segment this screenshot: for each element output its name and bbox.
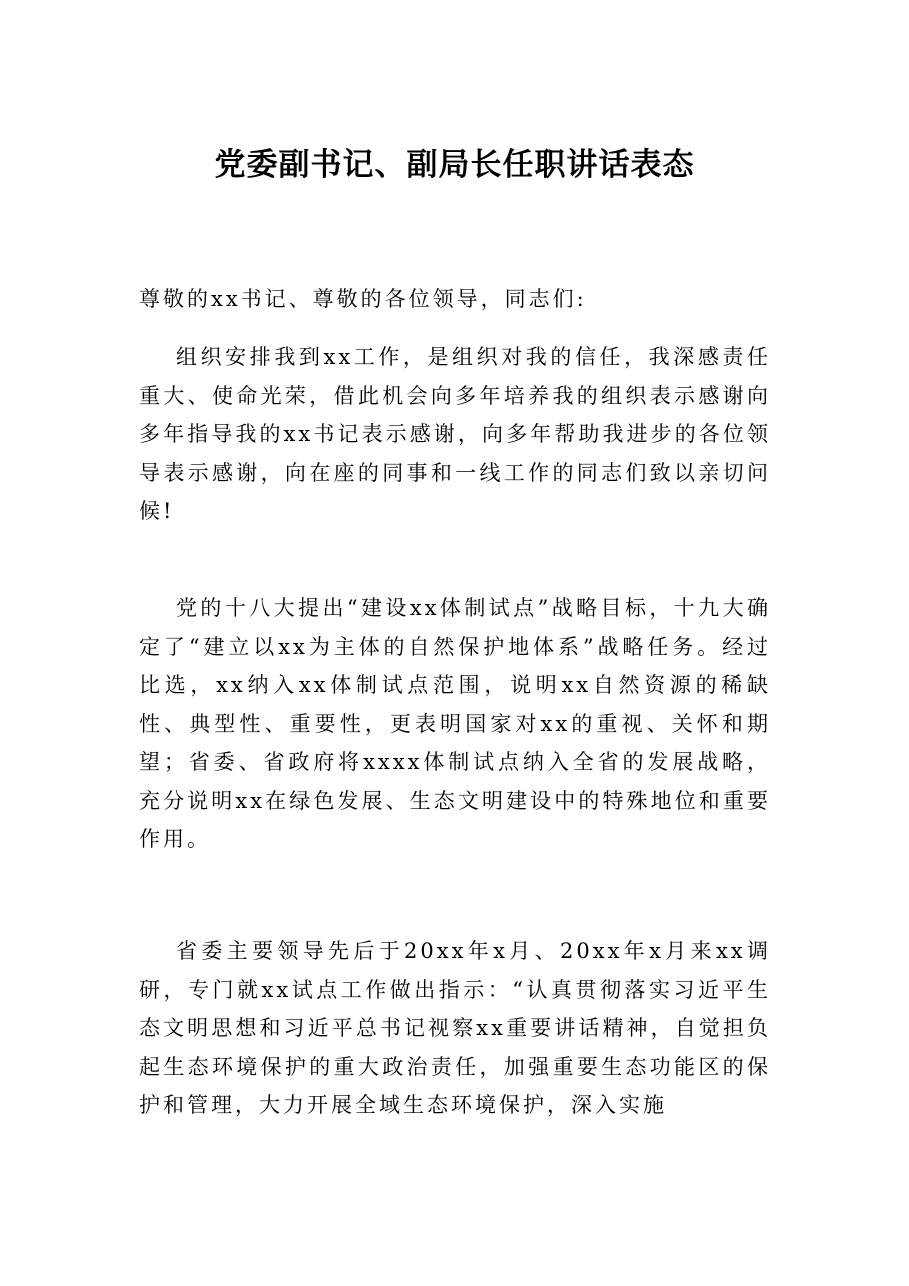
document-title: 党委副书记、副局长任职讲话表态 bbox=[214, 147, 695, 183]
paragraph-2: 党的十八大提出“建设xx体制试点”战略目标，十九大确定了“建立以xx为主体的自然保护地体系”战略任务。经过比选，xx纳入xx体制试点范围，说明xx自然资源的稀缺性、典型性、重要性，更表明国家对xx的重视、关怀和期望；省委、省政府将xxxx体制试点纳入全省的发展战略，充分说明xx在绿色发展、生态文明建设中的特殊地位和重要作用。 bbox=[139, 596, 771, 851]
salutation: 尊敬的xx书记、尊敬的各位领导，同志们: bbox=[139, 287, 587, 311]
paragraph-1: 组织安排我到xx工作，是组织对我的信任，我深感责任重大、使命光荣，借此机会向多年培养我的组织表示感谢向多年指导我的xx书记表示感谢，向多年帮助我进步的各位领导表示感谢，向在座的同事和一线工作的同志们致以亲切问候! bbox=[139, 345, 771, 523]
paragraph-3: 省委主要领导先后于20xx年x月、20xx年x月来xx调研，专门就xx试点工作做出指示：“认真贯彻落实习近平生态文明思想和习近平总书记视察xx重要讲话精神，自觉担负起生态环境保护的重大政治责任，加强重要生态功能区的保护和管理，大力开展全域生态环境保护，深入实施 bbox=[139, 939, 771, 1117]
